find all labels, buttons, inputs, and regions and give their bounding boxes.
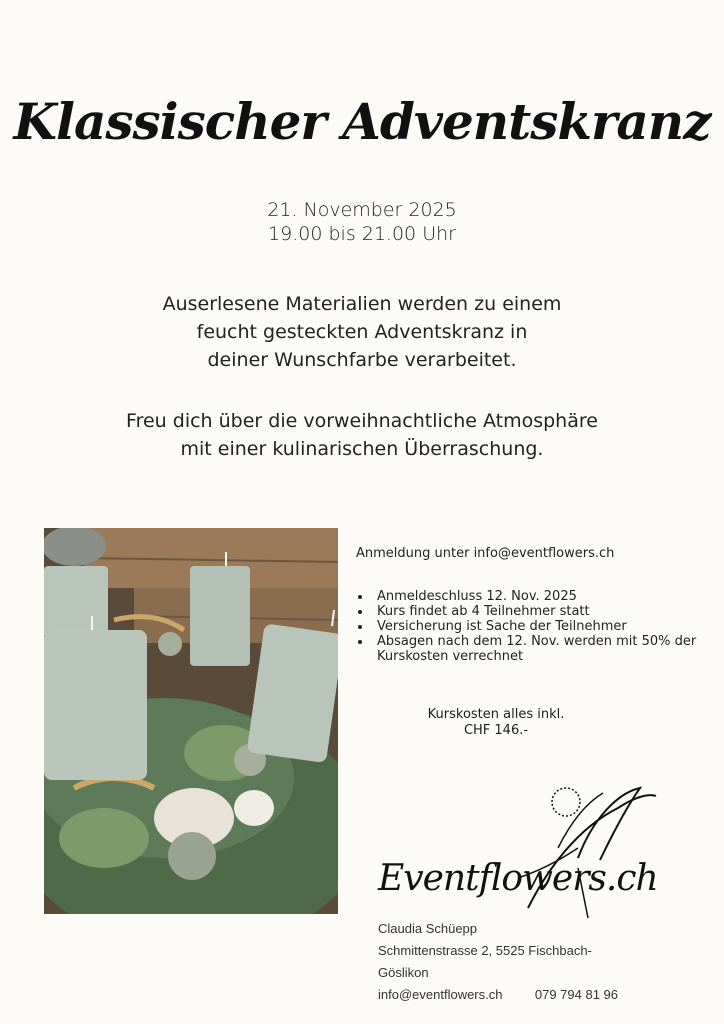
contact-email: info@eventflowers.ch xyxy=(378,987,503,1002)
cost-price: CHF 146.- xyxy=(463,723,529,738)
cost-label: Kurskosten alles inkl. xyxy=(427,707,565,722)
flower-illustration-icon xyxy=(378,768,668,928)
list-item: Kurs findet ab 4 Teilnehmer statt xyxy=(356,604,706,619)
contact-address: Schmittenstrasse 2, 5525 Fischbach-Göslikon xyxy=(378,943,592,980)
contact-phone: 079 794 81 96 xyxy=(534,987,618,1002)
brand-logo: Eventflowers.ch xyxy=(378,858,658,899)
conditions-list xyxy=(356,589,706,664)
signup-note: Anmeldung unter info@eventflowers.ch xyxy=(356,546,615,561)
page-title: Klassischer Adventskranz xyxy=(13,92,711,151)
course-cost xyxy=(356,707,636,739)
contact-name: Claudia Schüepp xyxy=(378,921,478,936)
event-time: 19.00 bis 21.00 Uhr xyxy=(268,223,456,245)
list-item: Versicherung ist Sache der Teilnehmer xyxy=(356,619,706,634)
description-line: mit einer kulinarischen Überraschung. xyxy=(180,438,544,460)
description-line: deiner Wunschfarbe verarbeitet. xyxy=(207,349,517,371)
event-date: 21. November 2025 xyxy=(267,199,457,221)
course-info xyxy=(356,546,706,664)
contact-block xyxy=(378,918,618,1006)
advent-wreath-photo xyxy=(44,528,338,914)
description-line: Freu dich über die vorweihnachtliche Atmosphäre xyxy=(126,410,598,432)
description-paragraph-2 xyxy=(0,407,724,463)
list-item: Absagen nach dem 12. Nov. werden mit 50% der Kurskosten verrechnet xyxy=(356,634,706,664)
event-date-time xyxy=(0,198,724,246)
description-paragraph-1 xyxy=(0,290,724,374)
contact-row xyxy=(378,984,618,1006)
description-line: feucht gesteckten Adventskranz in xyxy=(196,321,528,343)
list-item: Anmeldeschluss 12. Nov. 2025 xyxy=(356,589,706,604)
description-line: Auserlesene Materialien werden zu einem xyxy=(162,293,562,315)
